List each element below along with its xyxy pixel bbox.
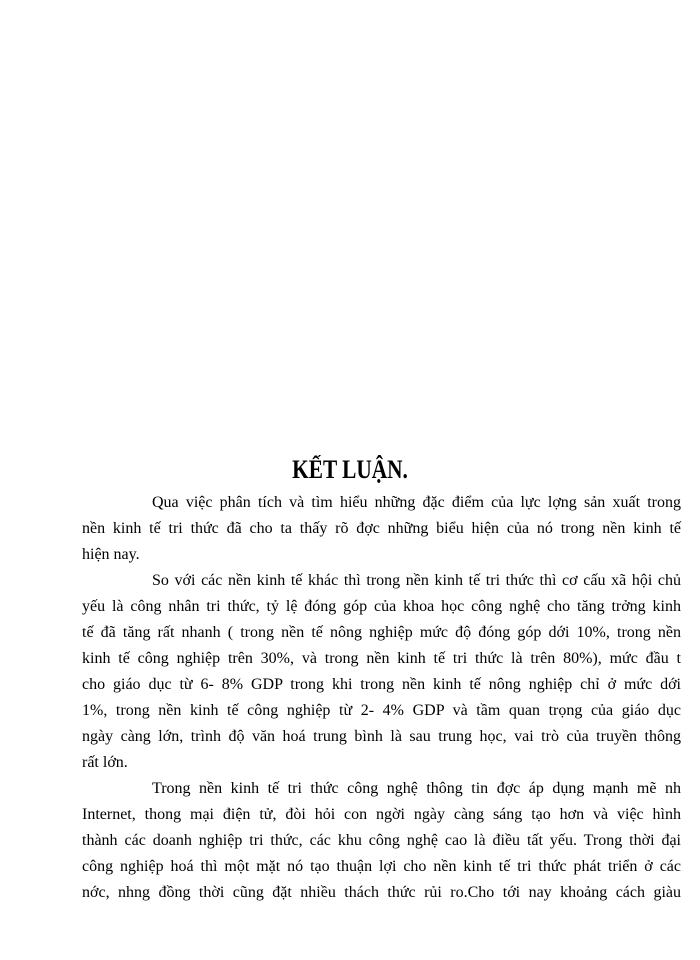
text-line: So với các nền kinh tế khác thì trong nền kinh tế tri thức thì cơ cấu xã hội chủ bbox=[152, 572, 681, 589]
text-line: nớc, nhng đồng thời cũng đặt nhiều thách thức rủi ro.Cho tới nay khoảng cách giàu bbox=[82, 884, 681, 901]
paragraph bbox=[82, 490, 681, 568]
text-line: kinh tế công nghiệp trên 30%, và trong nền kinh tế tri thức là trên 80%), mức đầu t bbox=[82, 650, 681, 667]
text-line: công nghiệp hoá thì một mặt nó tạo thuận lợi cho nền kinh tế tri thức phát triển ở các bbox=[82, 858, 681, 875]
body-text bbox=[82, 490, 681, 906]
text-line: rất lớn. bbox=[82, 754, 128, 771]
text-line: cho giáo dục từ 6- 8% GDP trong khi trong nền kinh tế nông nghiệp chỉ ở mức dới bbox=[82, 676, 681, 693]
text-line: Qua việc phân tích và tìm hiểu những đặc điểm của lực lợng sản xuất trong bbox=[152, 494, 681, 511]
text-line: hiện nay. bbox=[82, 546, 140, 563]
text-line: nền kinh tế tri thức đã cho ta thấy rõ đợc những biểu hiện của nó trong nền kinh tế bbox=[82, 520, 681, 537]
page-title: KẾT LUẬN. bbox=[292, 455, 408, 484]
paragraph bbox=[82, 568, 681, 776]
text-line: Trong nền kinh tế tri thức công nghệ thông tin đợc áp dụng mạnh mẽ nh bbox=[152, 780, 681, 797]
text-line: ngày càng lớn, trình độ văn hoá trung bình là sau trung học, vai trò của truyền thông bbox=[82, 728, 681, 745]
text-line: thành các doanh nghiệp tri thức, các khu công nghệ cao là điều tất yếu. Trong thời đại bbox=[82, 832, 681, 849]
text-line: Internet, thong mại điện tử, đòi hỏi con ngời ngày càng sáng tạo hơn và việc hình bbox=[82, 806, 681, 823]
paragraph bbox=[82, 776, 681, 906]
text-line: 1%, trong nền kinh tế công nghiệp từ 2- 4% GDP và tầm quan trọng của giáo dục bbox=[82, 702, 681, 719]
text-line: yếu là công nhân tri thức, tỷ lệ đóng góp của khoa học công nghệ cho tăng trởng kinh bbox=[82, 598, 681, 615]
text-line: tế đã tăng rất nhanh ( trong nền tế nông nghiệp mức độ đóng góp dới 10%, trong nền bbox=[82, 624, 681, 641]
